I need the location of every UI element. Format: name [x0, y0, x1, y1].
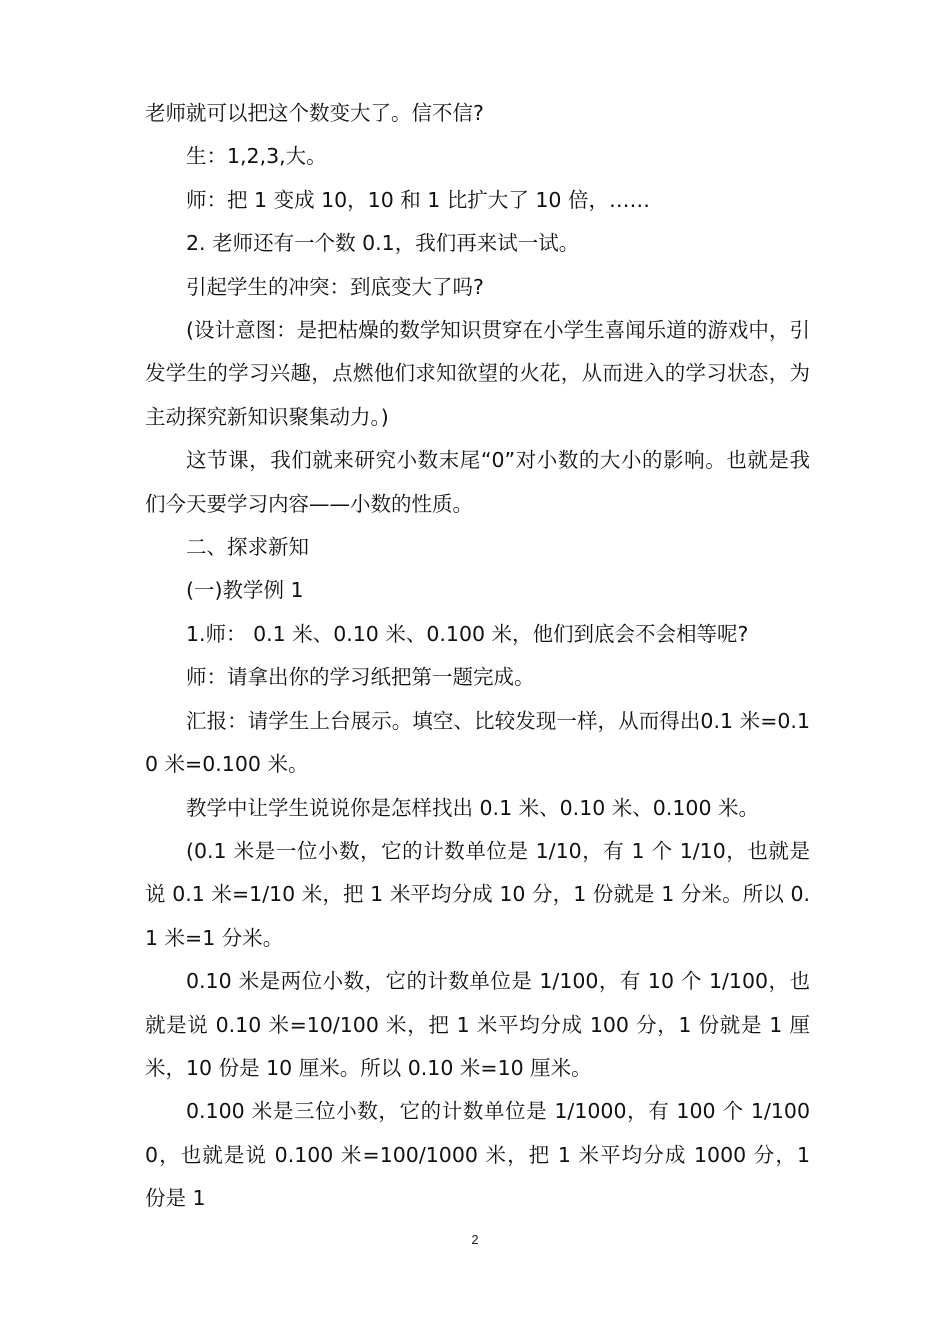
section-heading: 二、探求新知	[186, 535, 309, 560]
paragraph-design-intent: (设计意图：是把枯燥的数学知识贯穿在小学生喜闻乐道的游戏中，引发学生的学习兴趣，点燃他们求知欲望的火花，从而进入的学习状态，为主动探究新知识聚集动力。)	[145, 318, 810, 429]
paragraph-4: 2. 老师还有一个数 0.1，我们再来试一试。	[186, 231, 580, 256]
paragraph-13: 教学中让学生说说你是怎样找出 0.1 米、0.10 米、0.100 米。	[186, 795, 759, 820]
paragraph-12: 汇报：请学生上台展示。填空、比较发现一样，从而得出0.1 米=0.10 米=0.100 米。	[145, 708, 810, 777]
paragraph-3: 师：把 1 变成 10，10 和 1 比扩大了 10 倍，……	[186, 187, 650, 212]
paragraph-16: 0.100 米是三位小数，它的计数单位是 1/1000，有 100 个 1/1000，也就是说 0.100 米=100/1000 米，把 1 米平均分成 1000 分，1 份是 1	[145, 1099, 810, 1211]
paragraph-15: 0.10 米是两位小数，它的计数单位是 1/100，有 10 个 1/100，也就是说 0.10 米=10/100 米，把 1 米平均分成 100 分，1 份就是 1 厘米，10 份是 10 厘米。所以 0.10 米=10 厘米。	[145, 969, 810, 1080]
paragraph-5: 引起学生的冲突：到底变大了吗?	[186, 274, 484, 299]
paragraph-2: 生：1,2,3,大。	[186, 144, 327, 169]
page-number: 2	[471, 1232, 479, 1247]
paragraph-7: 这节课，我们就来研究小数末尾“0”对小数的大小的影响。也就是我们今天要学习内容——小数的性质。	[145, 448, 810, 516]
subsection-heading: (一)教学例 1	[186, 578, 304, 603]
paragraph-1: 老师就可以把这个数变大了。信不信?	[145, 101, 484, 125]
paragraph-10: 1.师： 0.1 米、0.10 米、0.100 米，他们到底会不会相等呢?	[186, 621, 749, 646]
paragraph-11: 师：请拿出你的学习纸把第一题完成。	[186, 665, 535, 690]
document-body	[145, 92, 810, 1221]
paragraph-14: (0.1 米是一位小数，它的计数单位是 1/10，有 1 个 1/10，也就是说 0.1 米=1/10 米，把 1 米平均分成 10 分，1 份就是 1 分米。所以 0.1 米=1 分米。	[145, 838, 810, 950]
